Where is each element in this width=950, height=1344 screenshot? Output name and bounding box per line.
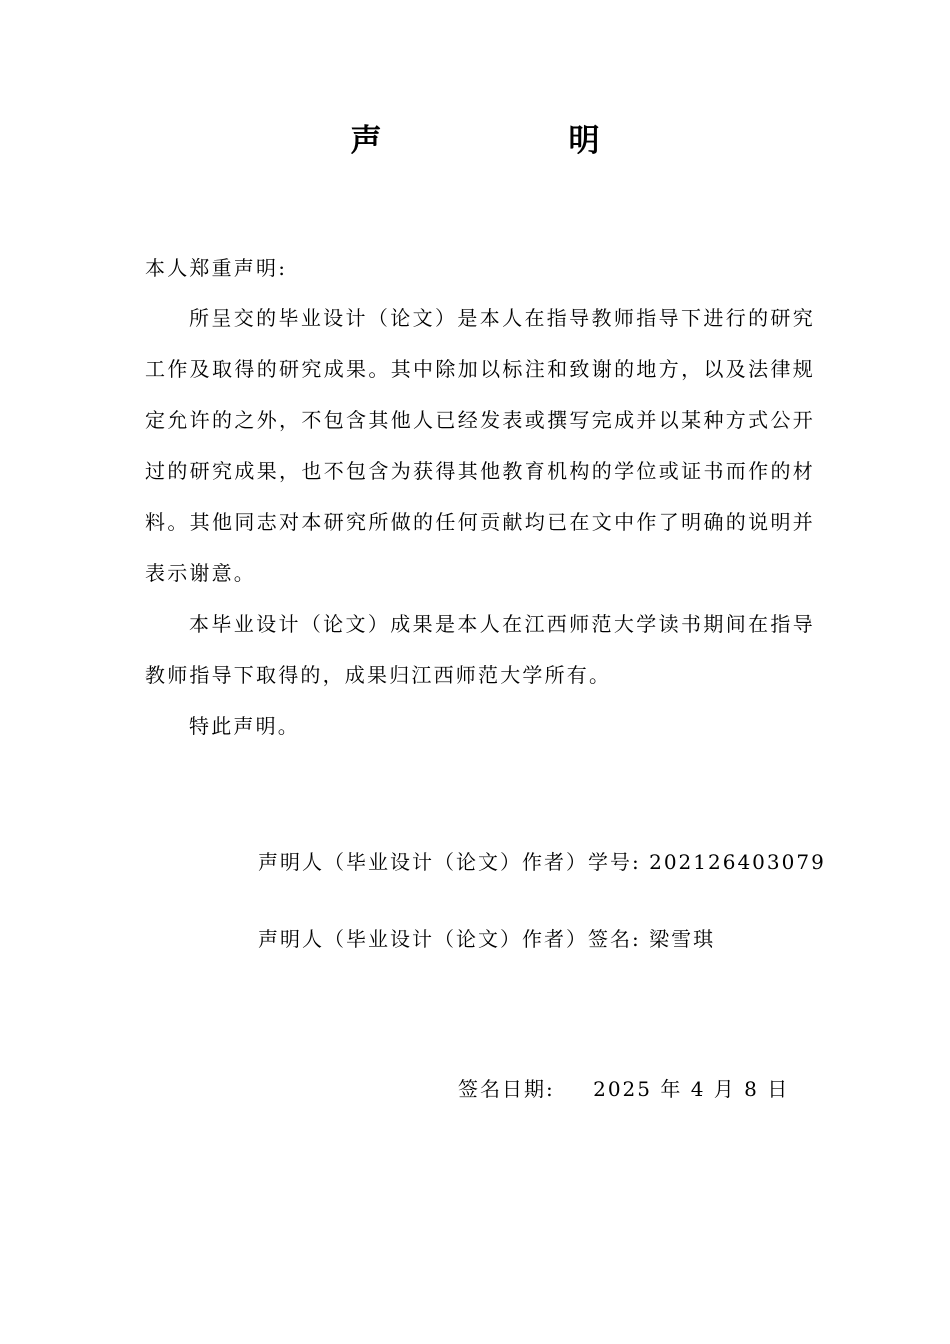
- signature-label: 声明人（毕业设计（论文）作者）签名:: [258, 927, 641, 951]
- student-number-line: [258, 847, 826, 877]
- student-number-value: 202126403079: [649, 850, 826, 874]
- declaration-paragraph-1: 所呈交的毕业设计（论文）是本人在指导教师指导下进行的研究工作及取得的研究成果。其中除加以标注和致谢的地方，以及法律规定允许的之外，不包含其他人已经发表或撰写完成并以某种方式公开过的研究成果，也不包含为获得其他教育机构的学位或证书而作的材料。其他同志对本研究所做的任何贡献均已在文中作了明确的说明并表示谢意。: [145, 306, 815, 585]
- sign-date-label: 签名日期:: [458, 1077, 555, 1101]
- declaration-body: [145, 293, 815, 752]
- page-title: 声 明: [350, 123, 678, 159]
- student-number-label: 声明人（毕业设计（论文）作者）学号:: [258, 850, 641, 874]
- sign-date-line: [458, 1074, 789, 1104]
- sign-date-value: 2025 年 4 月 8 日: [593, 1077, 790, 1101]
- declaration-paragraph-2: 本毕业设计（论文）成果是本人在江西师范大学读书期间在指导教师指导下取得的，成果归江西师范大学所有。: [145, 612, 815, 687]
- declaration-paragraph-3: 特此声明。: [189, 714, 300, 738]
- signature-line: [258, 924, 715, 954]
- signature-value: 梁雪琪: [649, 927, 716, 951]
- salutation: 本人郑重声明:: [145, 256, 288, 280]
